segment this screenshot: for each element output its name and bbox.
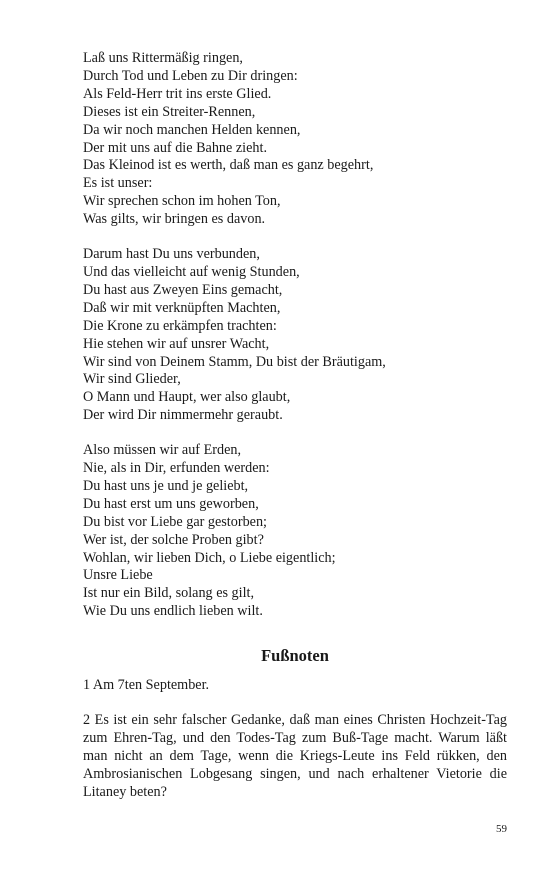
page-content [83, 50, 507, 818]
stanza-2 [83, 246, 507, 425]
page-number: 59 [496, 823, 507, 835]
poem-line: Dieses ist ein Streiter-Rennen, [83, 103, 256, 120]
poem-line: Was gilts, wir bringen es davon. [83, 211, 266, 228]
poem-line: Du hast uns je und je geliebt, [83, 477, 249, 494]
poem-line: Daß wir mit verknüpften Machten, [83, 299, 281, 316]
poem-line: Die Krone zu erkämpfen trachten: [83, 317, 277, 334]
poem [83, 50, 507, 621]
poem-line: O Mann und Haupt, wer also glaubt, [83, 389, 291, 406]
footnote-2: 2 Es ist ein sehr falscher Gedanke, daß man eines Christen Hochzeit-Tag zum Ehren-Tag, und den Todes-Tag zum Buß-Tage macht. Warum läßt man nicht an dem Tage, wenn die Kriegs-Leute ins Feld rükken, den Ambrosianischen Lobgesang singen, und nach erhaltener Vietorie die Litaney beten? [83, 712, 507, 801]
poem-line: Wer ist, der solche Proben gibt? [83, 531, 264, 548]
poem-line: Also müssen wir auf Erden, [83, 442, 242, 459]
poem-line: Hie stehen wir auf unsrer Wacht, [83, 335, 270, 352]
poem-line: Unsre Liebe [83, 567, 153, 584]
poem-line: Der mit uns auf die Bahne zieht. [83, 139, 267, 156]
stanza-1 [83, 50, 507, 229]
poem-line: Da wir noch manchen Helden kennen, [83, 121, 301, 138]
poem-line: Und das vielleicht auf wenig Stunden, [83, 263, 300, 280]
poem-line: Das Kleinod ist es werth, daß man es ganz begehrt, [83, 157, 374, 174]
poem-line: Es ist unser: [83, 175, 153, 192]
poem-line: Laß uns Rittermäßig ringen, [83, 50, 243, 66]
footnote-1: 1 Am 7ten September. [83, 677, 210, 694]
poem-line: Ist nur ein Bild, solang es gilt, [83, 585, 255, 602]
poem-line: Du bist vor Liebe gar gestorben; [83, 513, 267, 530]
poem-line: Wohlan, wir lieben Dich, o Liebe eigentlich; [83, 549, 336, 566]
poem-line: Durch Tod und Leben zu Dir dringen: [83, 67, 298, 84]
poem-line: Darum hast Du uns verbunden, [83, 246, 260, 263]
poem-line: Du hast erst um uns geworben, [83, 495, 259, 512]
poem-line: Wir sind Glieder, [83, 371, 181, 388]
poem-line: Als Feld-Herr trit ins erste Glied. [83, 85, 272, 102]
poem-line: Du hast aus Zweyen Eins gemacht, [83, 281, 283, 298]
poem-line: Wir sind von Deinem Stamm, Du bist der Bräutigam, [83, 353, 386, 370]
poem-line: Nie, als in Dir, erfunden werden: [83, 460, 270, 477]
poem-line: Wir sprechen schon im hohen Ton, [83, 193, 281, 210]
footnotes-list [83, 676, 507, 801]
poem-line: Wie Du uns endlich lieben wilt. [83, 603, 263, 620]
stanza-3 [83, 442, 507, 621]
footnotes-heading: Fußnoten [261, 646, 329, 666]
poem-line: Der wird Dir nimmermehr geraubt. [83, 407, 283, 424]
